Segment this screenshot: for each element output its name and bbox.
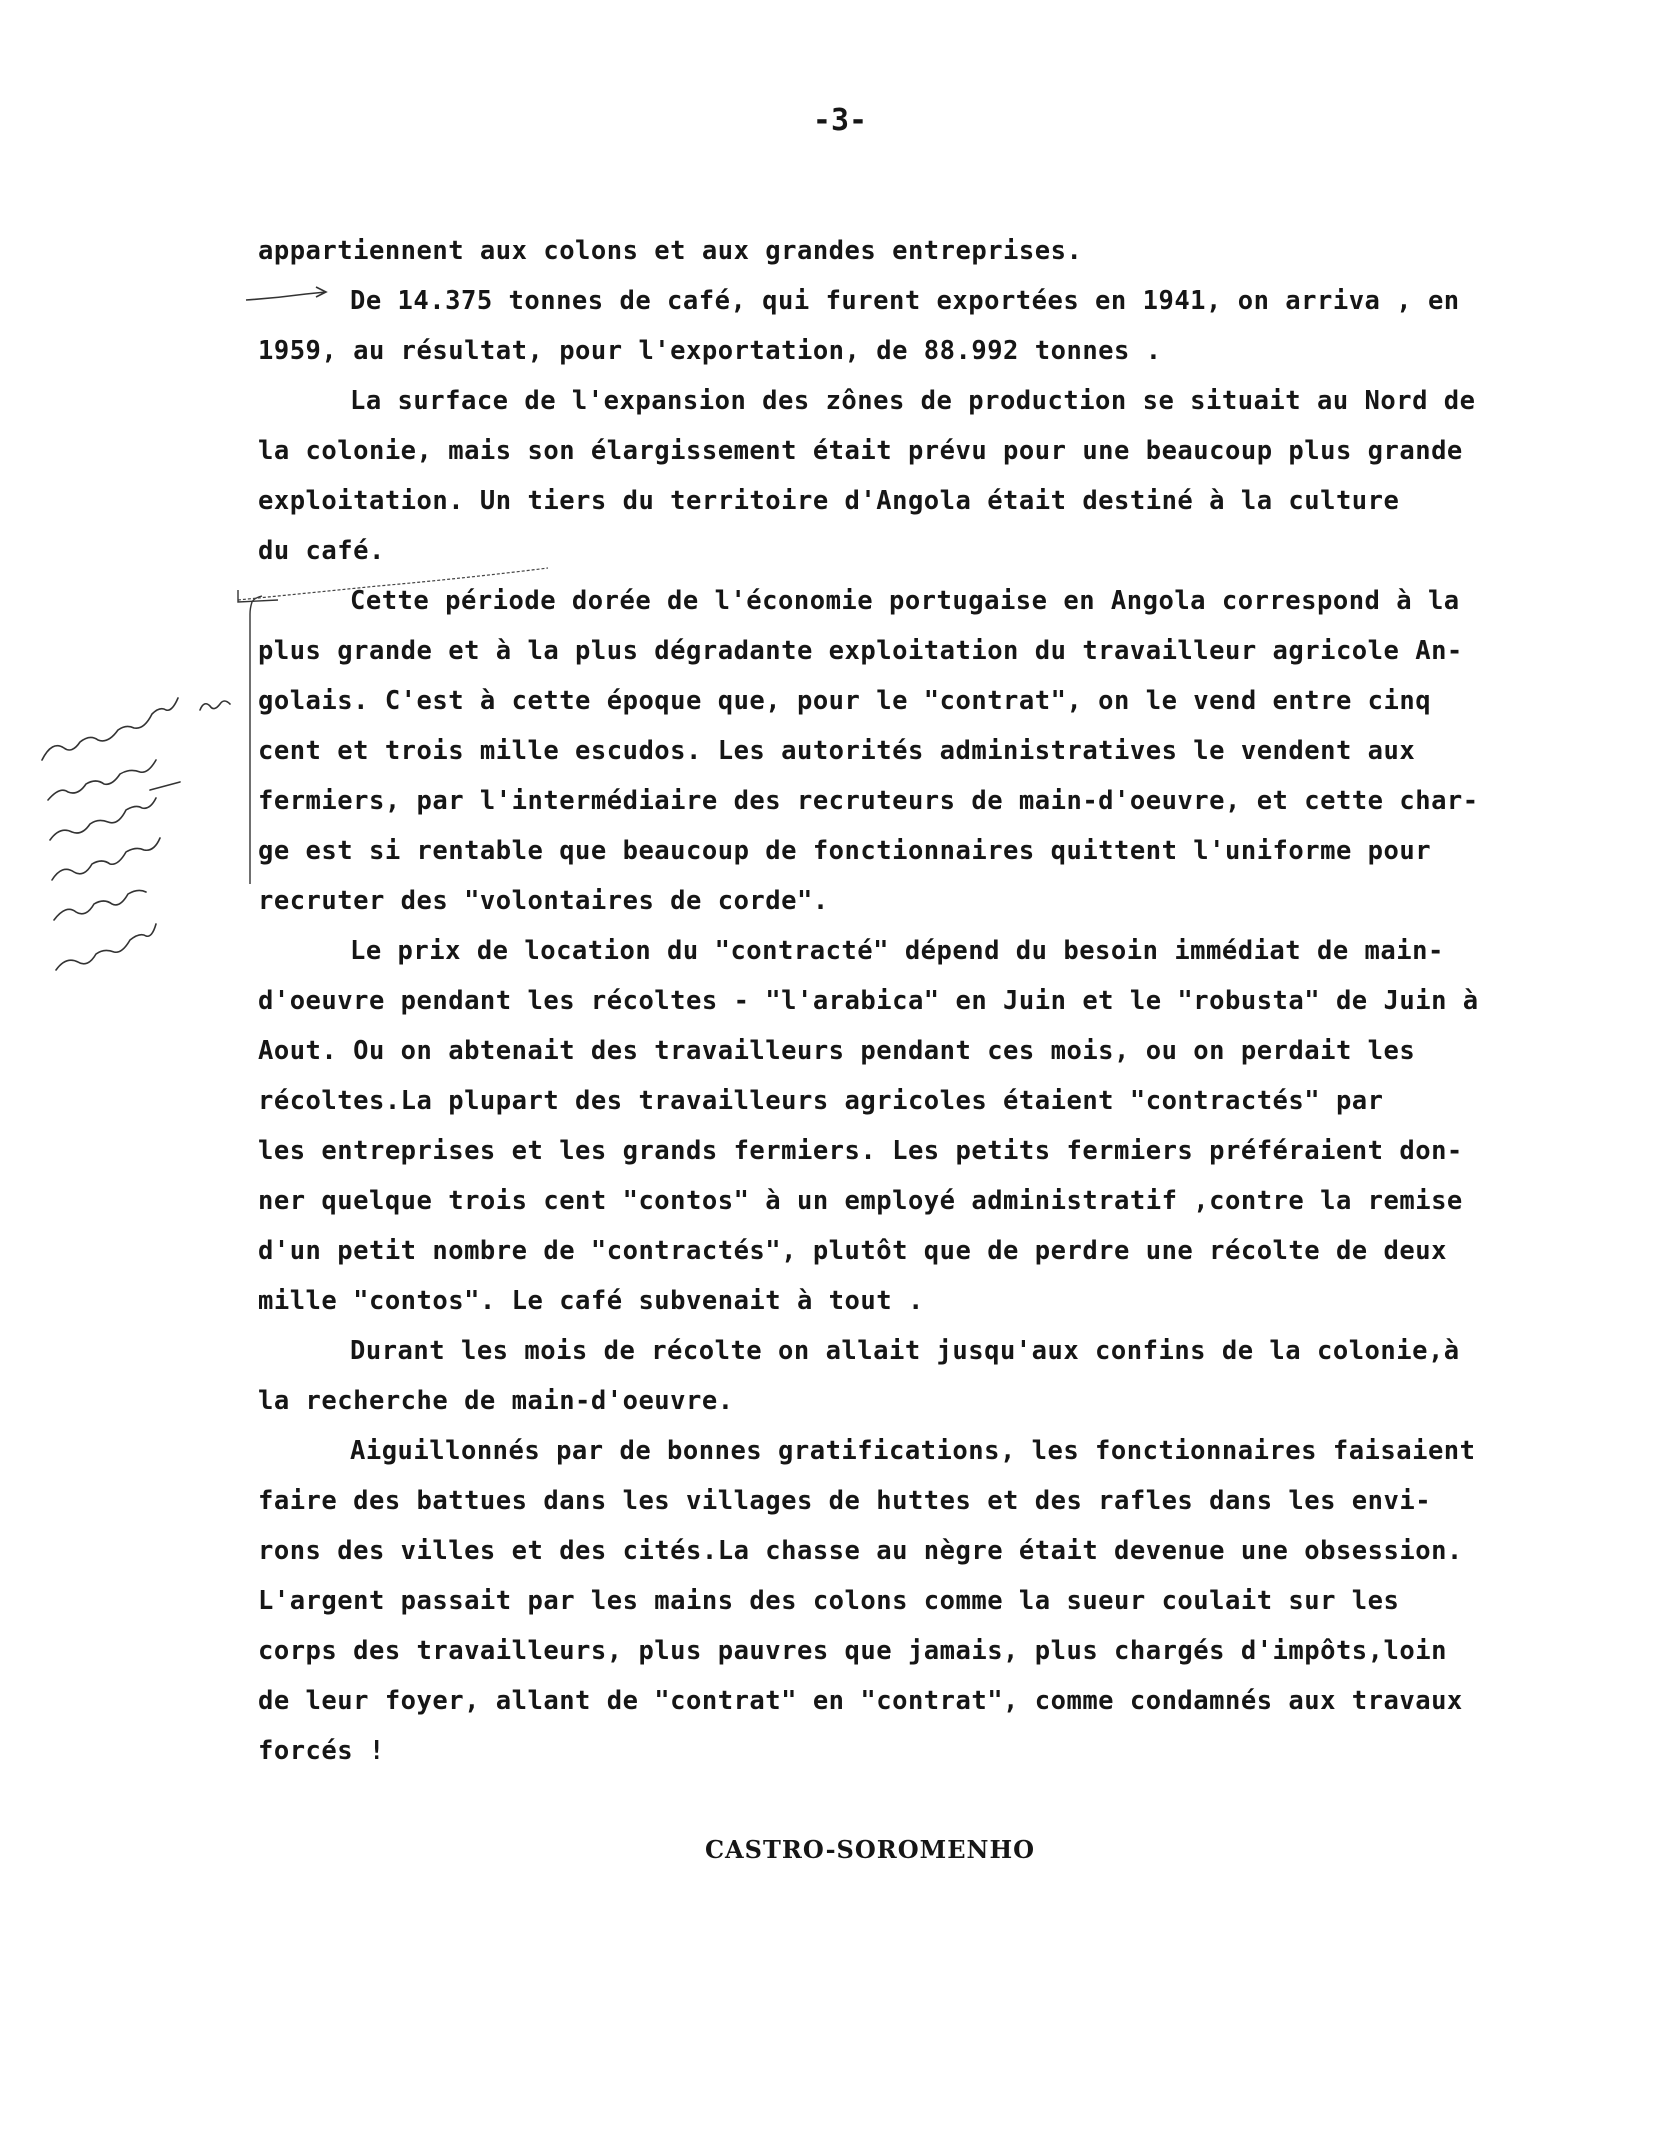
text-line: 1959, au résultat, pour l'exportation, de 88.992 tonnes . [258, 336, 1162, 366]
paragraph [258, 576, 1648, 926]
text-line: appartiennent aux colons et aux grandes entreprises. [258, 236, 1083, 266]
text-line: corps des travailleurs, plus pauvres que jamais, plus chargés d'impôts,loin [258, 1636, 1447, 1666]
signature: CASTRO-SOROMENHO [704, 1835, 1036, 1864]
text-line: récoltes.La plupart des travailleurs agricoles étaient "contractés" par [258, 1086, 1384, 1116]
paragraph [258, 226, 1648, 276]
text-line: exploitation. Un tiers du territoire d'Angola était destiné à la culture [258, 486, 1400, 516]
page-number: -3- [812, 103, 868, 138]
handwritten-margin-note [30, 680, 270, 1040]
text-line: ge est si rentable que beaucoup de fonctionnaires quittent l'uniforme pour [258, 836, 1432, 866]
text-line: golais. C'est à cette époque que, pour le "contrat", on le vend entre cinq [258, 686, 1432, 716]
paragraph [258, 276, 1648, 376]
text-line: d'un petit nombre de "contractés", plutôt que de perdre une récolte de deux [258, 1236, 1447, 1266]
text-line: Aout. Ou on abtenait des travailleurs pendant ces mois, ou on perdait les [258, 1036, 1416, 1066]
text-line: De 14.375 tonnes de café, qui furent exportées en 1941, on arriva , en [350, 286, 1460, 316]
text-line: ner quelque trois cent "contos" à un employé administratif ,contre la remise [258, 1186, 1463, 1216]
text-line: Durant les mois de récolte on allait jusqu'aux confins de la colonie,à [350, 1336, 1460, 1366]
text-line: Le prix de location du "contracté" dépend du besoin immédiat de main- [350, 936, 1444, 966]
paragraph [258, 1426, 1648, 1776]
paragraph [258, 1326, 1648, 1426]
text-line: forcés ! [258, 1736, 385, 1766]
document-body [258, 226, 1648, 1776]
text-line: Cette période dorée de l'économie portugaise en Angola correspond à la [350, 586, 1460, 616]
text-line: d'oeuvre pendant les récoltes - "l'arabica" en Juin et le "robusta" de Juin à [258, 986, 1479, 1016]
text-line: la recherche de main-d'oeuvre. [258, 1386, 734, 1416]
text-line: cent et trois mille escudos. Les autorités administratives le vendent aux [258, 736, 1416, 766]
text-line: mille "contos". Le café subvenait à tout . [258, 1286, 924, 1316]
text-line: recruter des "volontaires de corde". [258, 886, 829, 916]
text-line: du café. [258, 536, 385, 566]
text-line: Aiguillonnés par de bonnes gratifications, les fonctionnaires faisaient [350, 1436, 1476, 1466]
text-line: La surface de l'expansion des zônes de production se situait au Nord de [350, 386, 1476, 416]
text-line: L'argent passait par les mains des colons comme la sueur coulait sur les [258, 1586, 1400, 1616]
text-line: rons des villes et des cités.La chasse au nègre était devenue une obsession. [258, 1536, 1463, 1566]
paragraph [258, 376, 1648, 576]
text-line: faire des battues dans les villages de huttes et des rafles dans les envi- [258, 1486, 1432, 1516]
text-line: plus grande et à la plus dégradante exploitation du travailleur agricole An- [258, 636, 1463, 666]
text-line: les entreprises et les grands fermiers. Les petits fermiers préféraient don- [258, 1136, 1463, 1166]
text-line: fermiers, par l'intermédiaire des recruteurs de main-d'oeuvre, et cette char- [258, 786, 1479, 816]
text-line: de leur foyer, allant de "contrat" en "contrat", comme condamnés aux travaux [258, 1686, 1463, 1716]
paragraph [258, 926, 1648, 1326]
text-line: la colonie, mais son élargissement était prévu pour une beaucoup plus grande [258, 436, 1463, 466]
